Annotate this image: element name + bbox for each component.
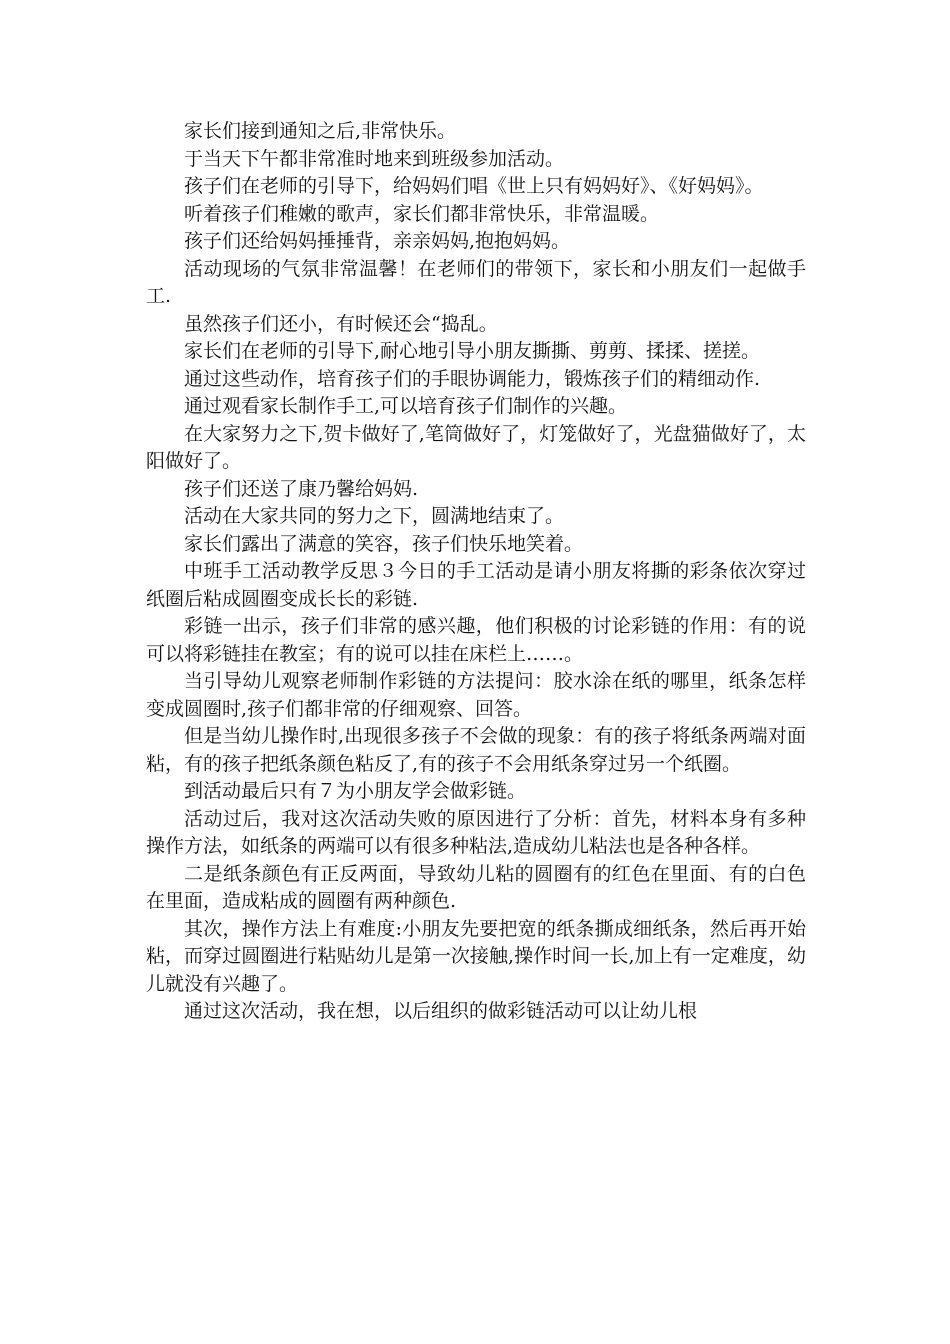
paragraph: 家长们露出了满意的笑容，孩子们快乐地笑着。 <box>184 532 584 555</box>
paragraph: 虽然孩子们还小，有时候还会“捣乱。 <box>184 312 498 335</box>
paragraph: 于当天下午都非常准时地来到班级参加活动。 <box>184 147 565 170</box>
paragraph: 通过这次活动，我在想，以后组织的做彩链活动可以让幼儿根 <box>184 1000 698 1022</box>
paragraph: 家长们在老师的引导下,耐心地引导小朋友撕撕、剪剪、揉揉、搓搓。 <box>184 340 761 362</box>
paragraph: 听着孩子们稚嫩的歌声，家长们都非常快乐，非常温暖。 <box>184 202 660 225</box>
paragraph: 孩子们还给妈妈捶捶背，亲亲妈妈,抱抱妈妈。 <box>184 230 571 252</box>
paragraph: 活动在大家共同的努力之下，圆满地结束了。 <box>184 505 565 527</box>
paragraph: 孩子们还送了康乃馨给妈妈. <box>184 477 419 500</box>
paragraph: 彩链一出示，孩子们非常的感兴趣，他们积极的讨论彩链的作用：有的说可以将彩链挂在教室；有的说可以挂在床栏上……。 <box>146 615 806 665</box>
document-body <box>146 118 806 1026</box>
paragraph: 通过这些动作，培育孩子们的手眼协调能力，锻炼孩子们的精细动作. <box>184 367 761 390</box>
paragraph: 二是纸条颜色有正反两面，导致幼儿粘的圆圈有的红色在里面、有的白色在里面，造成粘成的圆圈有两种颜色. <box>146 862 806 912</box>
paragraph: 中班手工活动教学反思３今日的手工活动是请小朋友将撕的彩条依次穿过纸圈后粘成圆圈变成长长的彩链. <box>146 560 806 610</box>
paragraph: 但是当幼儿操作时,出现很多孩子不会做的现象：有的孩子将纸条两端对面粘，有的孩子把纸条颜色粘反了,有的孩子不会用纸条穿过另一个纸圈。 <box>146 725 806 775</box>
paragraph: 到活动最后只有７为小朋友学会做彩链。 <box>184 780 527 802</box>
paragraph: 家长们接到通知之后,非常快乐。 <box>184 120 457 142</box>
paragraph: 其次，操作方法上有难度:小朋友先要把宽的纸条撕成细纸条，然后再开始粘，而穿过圆圈进行粘贴幼儿是第一次接触,操作时间一长,加上有一定难度，幼儿就没有兴趣了。 <box>146 917 806 995</box>
paragraph: 在大家努力之下,贺卡做好了,笔筒做好了，灯笼做好了，光盘猫做好了，太阳做好了。 <box>146 422 806 472</box>
paragraph: 当引导幼儿观察老师制作彩链的方法提问：胶水涂在纸的哪里，纸条怎样变成圆圈时,孩子们都非常的仔细观察、回答。 <box>146 670 806 720</box>
paragraph: 孩子们在老师的引导下，给妈妈们唱《世上只有妈妈好》、《好妈妈》。 <box>184 175 764 197</box>
paragraph: 活动现场的气氛非常温馨！在老师们的带领下，家长和小朋友们一起做手工. <box>146 257 806 307</box>
paragraph: 通过观看家长制作手工,可以培育孩子们制作的兴趣。 <box>184 395 628 417</box>
paragraph: 活动过后，我对这次活动失败的原因进行了分析：首先，材料本身有多种操作方法，如纸条的两端可以有很多种粘法,造成幼儿粘法也是各种各样。 <box>146 807 806 857</box>
